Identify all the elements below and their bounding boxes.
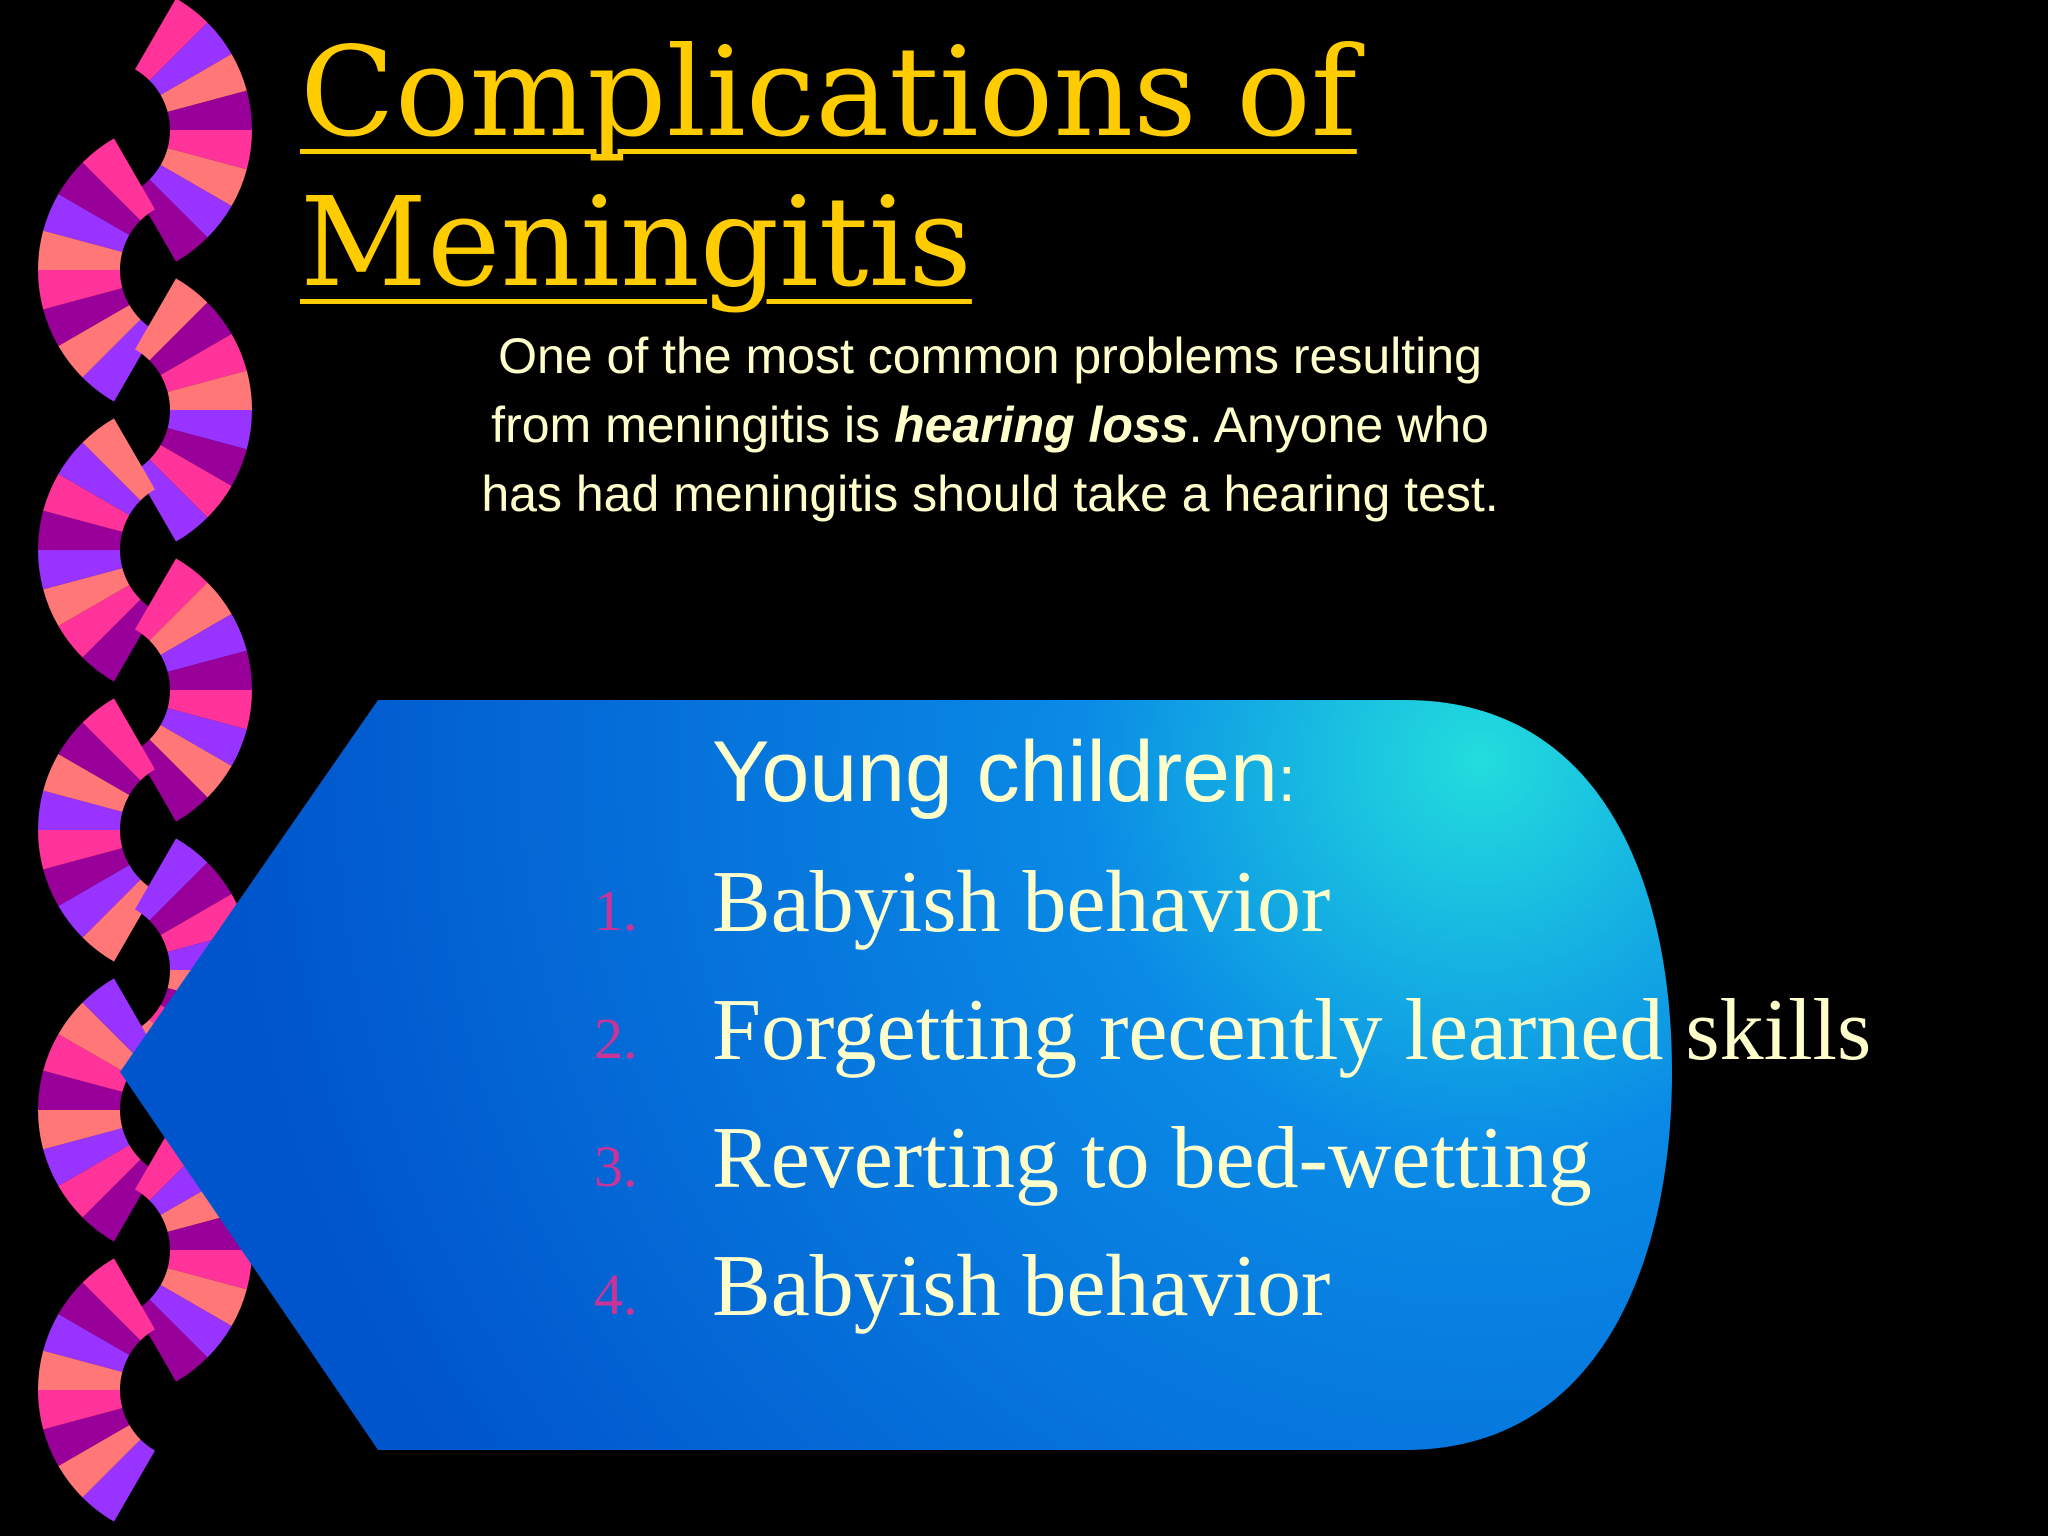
list-item-number: 2. — [594, 1006, 638, 1071]
list-item-text: Babyish behavior — [712, 1238, 1331, 1335]
list-heading — [712, 722, 1296, 829]
list-item-number: 4. — [594, 1262, 638, 1327]
list-item-text: Reverting to bed-wetting — [712, 1110, 1592, 1207]
title-line-1: Complications of — [300, 21, 1357, 165]
intro-text-part-1: One of the most common problems resulting from meningitis is — [491, 328, 1482, 453]
list-item-number: 1. — [594, 878, 638, 943]
intro-text-part-2: . Anyone who has had meningitis should take a hearing test. — [481, 397, 1499, 522]
list-item-number: 3. — [594, 1134, 638, 1199]
title-line-2: Meningitis — [300, 171, 972, 315]
intro-emphasis: hearing loss — [894, 397, 1189, 453]
list-item-text: Babyish behavior — [712, 854, 1331, 951]
list-heading-colon: : — [1277, 743, 1296, 815]
list-heading-text: Young children — [712, 724, 1278, 820]
list-item-text: Forgetting recently learned skills — [712, 982, 1872, 1079]
